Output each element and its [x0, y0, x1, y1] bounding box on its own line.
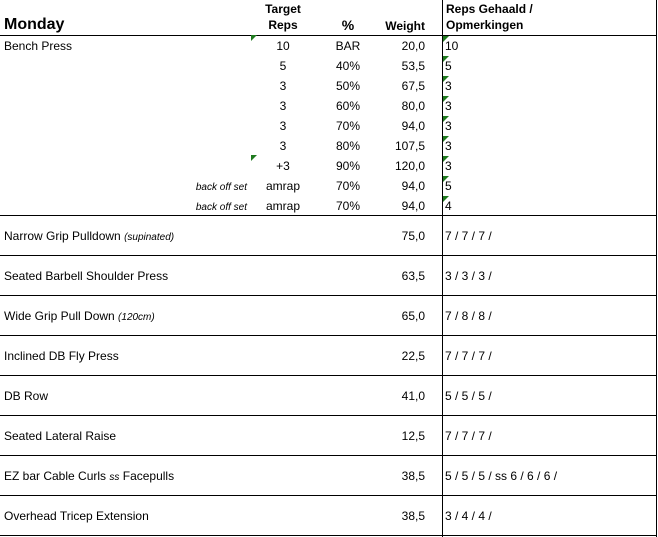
- exercise-name: Overhead Tricep Extension: [4, 509, 149, 523]
- exercise-name: Seated Lateral Raise: [4, 429, 117, 443]
- weight-cell[interactable]: 94,0: [401, 119, 425, 133]
- exercise-row: [0, 455, 658, 495]
- day-title: Monday: [4, 16, 65, 33]
- exercise-row: [0, 255, 658, 295]
- reps-done-cell[interactable]: 5 / 5 / 5 /: [445, 389, 492, 403]
- comment-marker-icon: [443, 116, 449, 122]
- target-reps-cell[interactable]: amrap: [265, 199, 300, 213]
- exercise-name-cell[interactable]: [4, 309, 155, 325]
- exercise-name-cell[interactable]: [4, 389, 48, 403]
- exercise-name: EZ bar Cable Curls: [4, 469, 107, 483]
- comment-marker-icon: [443, 36, 449, 42]
- weight-cell[interactable]: 20,0: [401, 39, 425, 53]
- comment-marker-icon: [443, 76, 449, 82]
- percent-cell[interactable]: 80%: [335, 139, 361, 153]
- percent-cell[interactable]: 50%: [335, 79, 361, 93]
- percent-cell[interactable]: 70%: [335, 119, 361, 133]
- target-reps-cell[interactable]: 3: [279, 99, 287, 113]
- reps-done-cell[interactable]: 5 / 5 / 5 / ss 6 / 6 / 6 /: [445, 469, 558, 483]
- weight-cell[interactable]: 120,0: [394, 159, 425, 173]
- weight-cell[interactable]: 94,0: [401, 199, 425, 213]
- percent-cell[interactable]: 40%: [335, 59, 361, 73]
- weight-cell[interactable]: 53,5: [401, 59, 425, 73]
- bench-press-name: Bench Press: [4, 39, 73, 53]
- weight-cell[interactable]: 38,5: [401, 509, 425, 523]
- reps-done-cell[interactable]: 4: [445, 199, 452, 213]
- reps-done-cell[interactable]: 3 / 4 / 4 /: [445, 509, 492, 523]
- weight-header: Weight: [385, 19, 425, 33]
- weight-cell[interactable]: 75,0: [401, 229, 425, 243]
- reps-done-cell[interactable]: 3 / 3 / 3 /: [445, 269, 492, 283]
- weight-cell[interactable]: 65,0: [401, 309, 425, 323]
- comment-marker-icon: [443, 176, 449, 182]
- exercise-row: [0, 215, 658, 255]
- exercise-row: [0, 295, 658, 335]
- exercise-name: Seated Barbell Shoulder Press: [4, 269, 169, 283]
- result-header-line1: Reps Gehaald /: [446, 2, 533, 16]
- target-reps-cell[interactable]: 5: [279, 59, 287, 73]
- percent-header: %: [341, 17, 355, 33]
- comment-marker-icon: [443, 56, 449, 62]
- exercise-row: [0, 375, 658, 415]
- reps-done-cell[interactable]: 7 / 7 / 7 /: [445, 349, 492, 363]
- weight-cell[interactable]: 94,0: [401, 179, 425, 193]
- weight-cell[interactable]: 12,5: [401, 429, 425, 443]
- comment-marker-icon: [251, 155, 257, 161]
- reps-done-cell[interactable]: 10: [445, 39, 459, 53]
- exercise-name: Inclined DB Fly Press: [4, 349, 119, 363]
- set-note: back off set: [195, 182, 247, 193]
- weight-cell[interactable]: 22,5: [401, 349, 425, 363]
- reps-done-cell[interactable]: 3: [445, 139, 452, 153]
- percent-cell[interactable]: 70%: [335, 199, 361, 213]
- target-reps-cell[interactable]: +3: [276, 159, 290, 173]
- weight-cell[interactable]: 38,5: [401, 469, 425, 483]
- reps-done-cell[interactable]: 7 / 7 / 7 /: [445, 229, 492, 243]
- exercise-name-superset: Facepulls: [122, 469, 175, 483]
- reps-done-cell[interactable]: 5: [445, 179, 452, 193]
- reps-done-cell[interactable]: 7 / 8 / 8 /: [445, 309, 492, 323]
- weight-cell[interactable]: 63,5: [401, 269, 425, 283]
- exercise-name-cell[interactable]: [4, 229, 174, 245]
- target-reps-header-line1: Target: [265, 2, 301, 16]
- reps-done-cell[interactable]: 3: [445, 79, 452, 93]
- exercise-name-cell[interactable]: [4, 469, 174, 485]
- exercise-row: [0, 415, 658, 455]
- header-divider: [0, 35, 657, 36]
- target-reps-cell[interactable]: 3: [279, 139, 287, 153]
- target-reps-header: [253, 2, 313, 32]
- target-reps-cell[interactable]: 3: [279, 119, 287, 133]
- weight-cell[interactable]: 107,5: [394, 139, 425, 153]
- percent-cell[interactable]: 70%: [335, 179, 361, 193]
- reps-done-cell[interactable]: 5: [445, 59, 452, 73]
- percent-cell[interactable]: 60%: [335, 99, 361, 113]
- reps-done-cell[interactable]: 3: [445, 119, 452, 133]
- weight-cell[interactable]: 41,0: [401, 389, 425, 403]
- target-reps-cell[interactable]: amrap: [265, 179, 300, 193]
- target-reps-cell[interactable]: 10: [276, 39, 290, 53]
- exercise-name: Narrow Grip Pulldown: [4, 229, 121, 243]
- set-note: back off set: [195, 202, 247, 213]
- weight-cell[interactable]: 80,0: [401, 99, 425, 113]
- bottom-border: [0, 535, 657, 536]
- exercise-name-cell[interactable]: [4, 269, 168, 283]
- exercise-name-cell[interactable]: [4, 429, 116, 443]
- exercise-note: ss: [109, 472, 120, 483]
- exercise-row: [0, 335, 658, 375]
- result-header: [446, 2, 533, 32]
- comment-marker-icon: [443, 156, 449, 162]
- reps-done-cell[interactable]: 3: [445, 99, 452, 113]
- exercise-note: (supinated): [124, 232, 175, 243]
- percent-cell[interactable]: 90%: [335, 159, 361, 173]
- reps-done-cell[interactable]: 3: [445, 159, 452, 173]
- exercise-note: (120cm): [118, 312, 155, 323]
- weight-cell[interactable]: 67,5: [401, 79, 425, 93]
- result-header-line2: Opmerkingen: [446, 18, 524, 32]
- exercise-name: Wide Grip Pull Down: [4, 309, 115, 323]
- exercise-name: DB Row: [4, 389, 49, 403]
- comment-marker-icon: [443, 96, 449, 102]
- exercise-row: [0, 495, 658, 535]
- reps-done-cell[interactable]: 7 / 7 / 7 /: [445, 429, 492, 443]
- percent-cell[interactable]: BAR: [335, 39, 361, 53]
- comment-marker-icon: [443, 136, 449, 142]
- target-reps-header-line2: Reps: [268, 18, 298, 32]
- exercise-name-cell[interactable]: [4, 349, 119, 363]
- exercise-name-cell[interactable]: [4, 509, 149, 523]
- comment-marker-icon: [443, 196, 449, 202]
- target-reps-cell[interactable]: 3: [279, 79, 287, 93]
- comment-marker-icon: [251, 35, 257, 41]
